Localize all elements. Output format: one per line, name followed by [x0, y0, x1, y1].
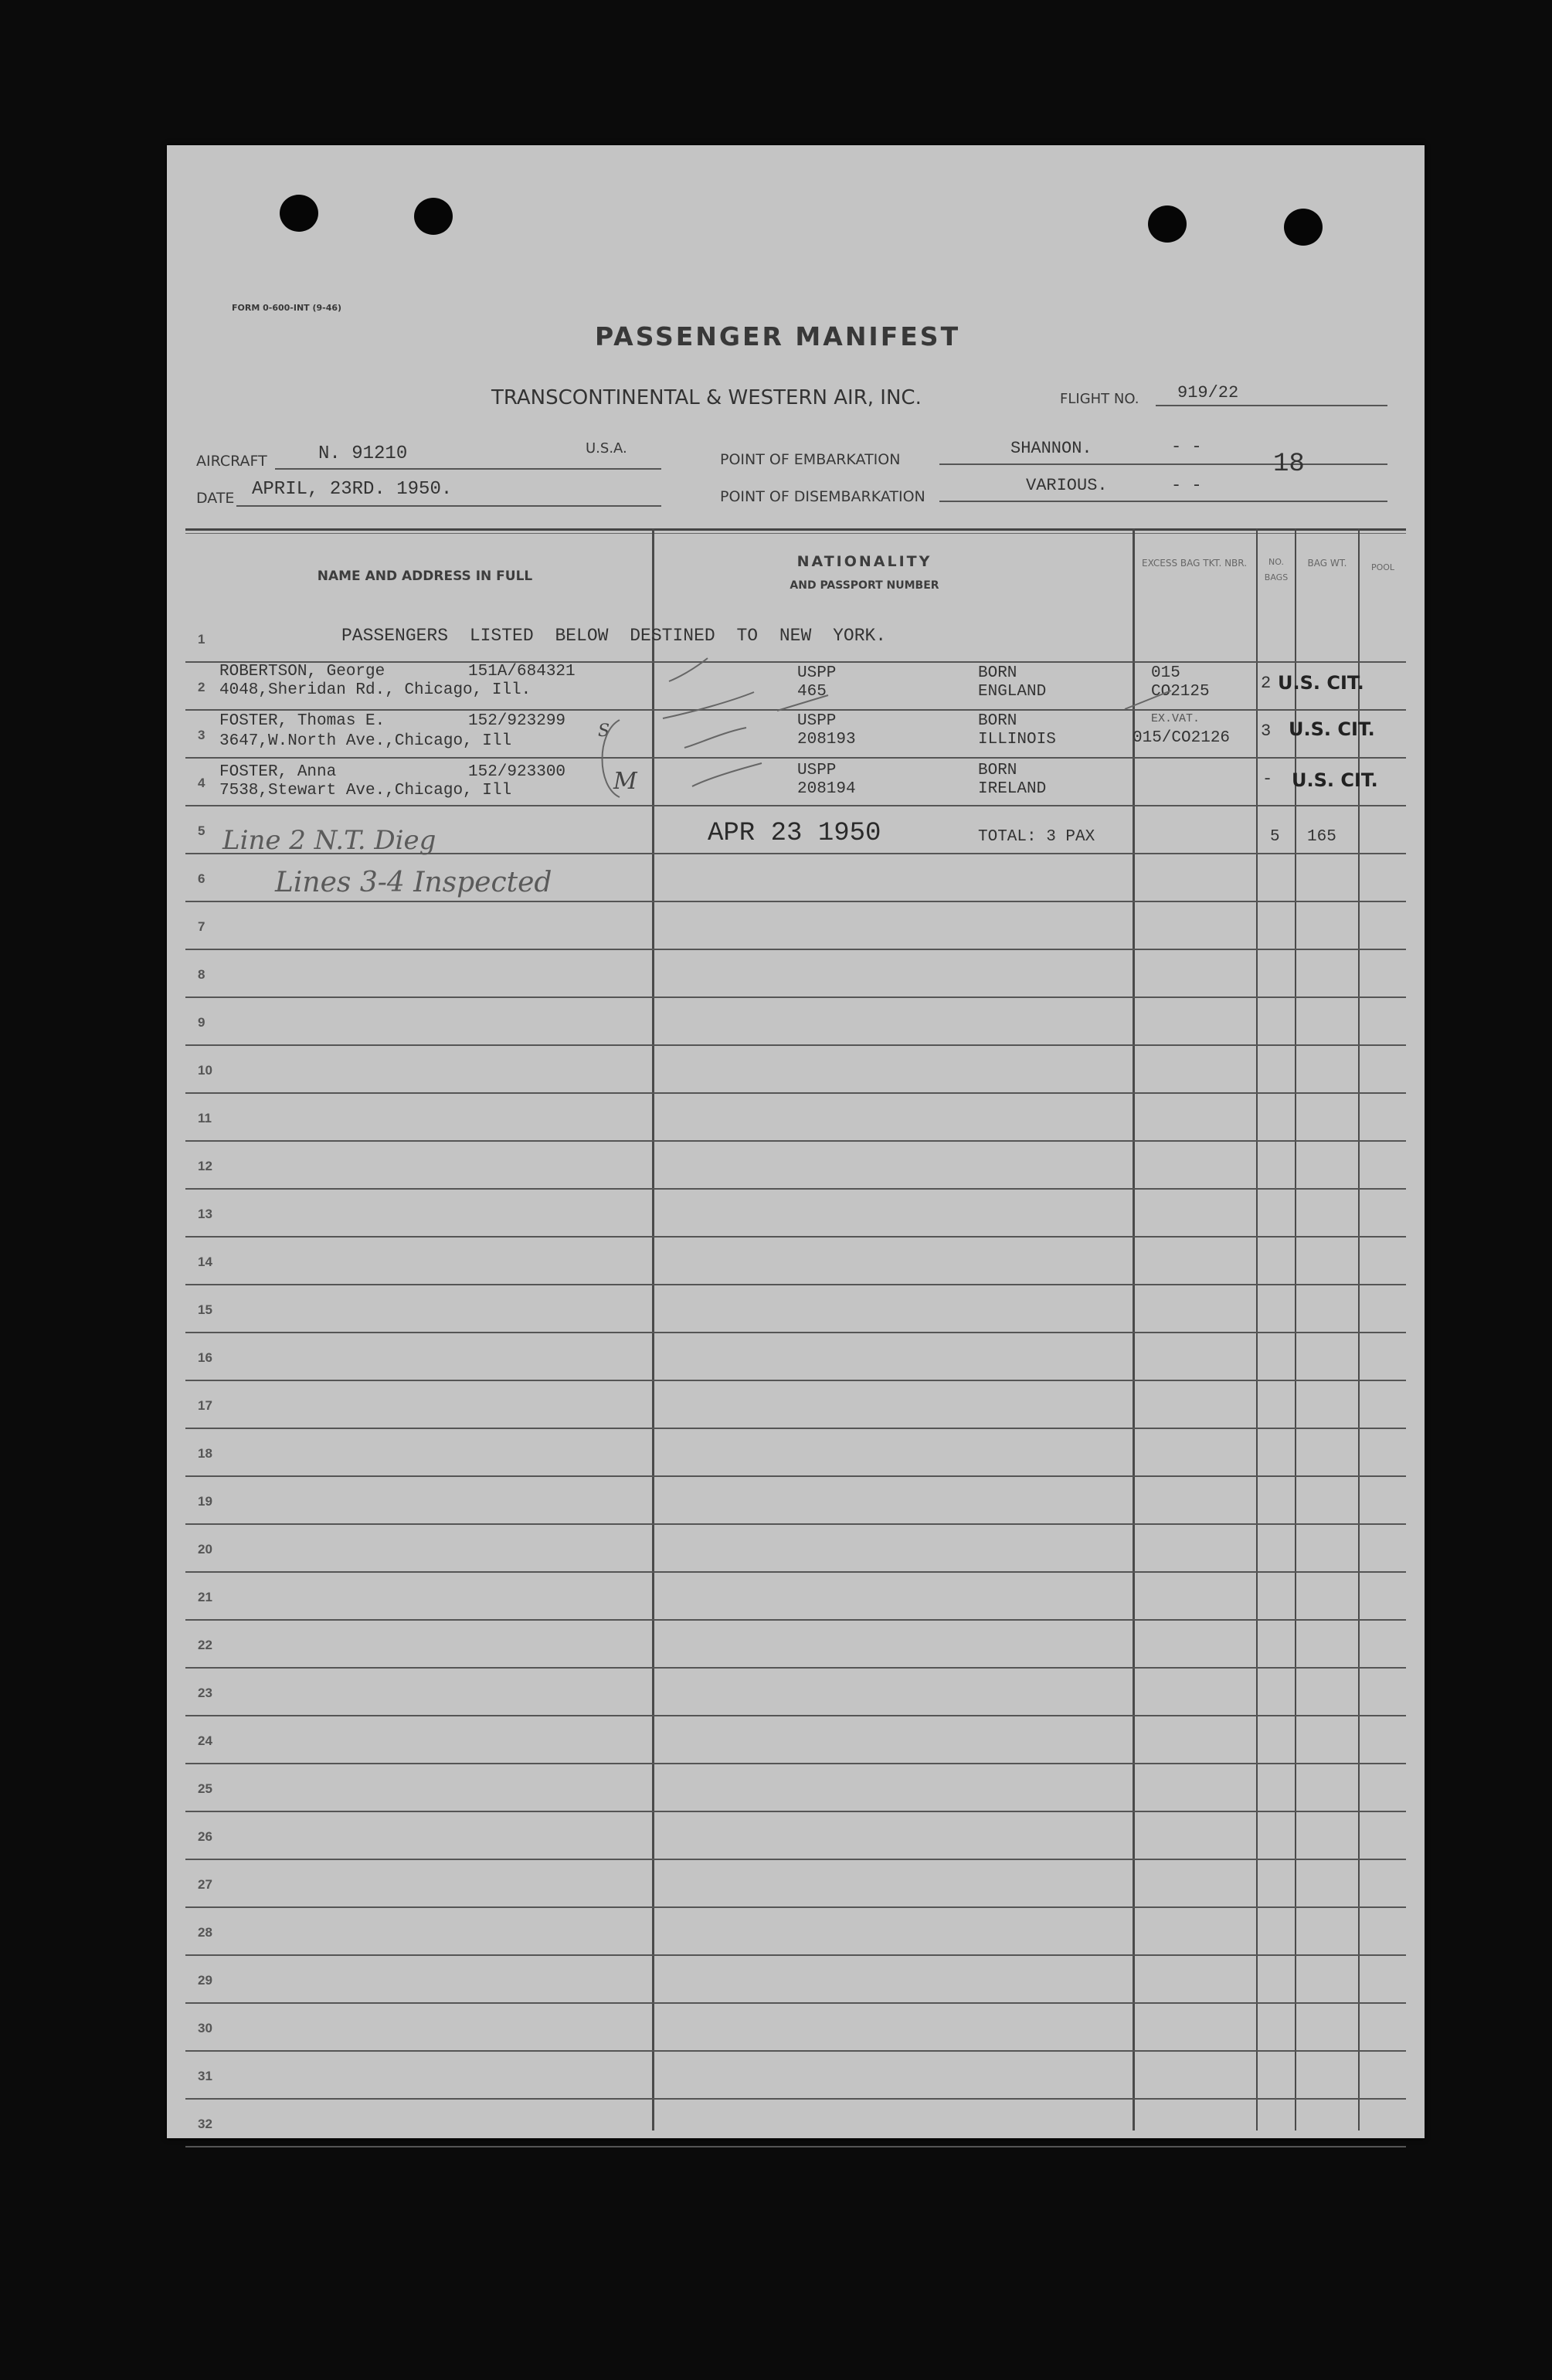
row-rule [185, 1140, 1406, 1142]
handwritten-note: Line 2 N.T. Dieg [222, 825, 436, 856]
row-number: 1 [198, 632, 205, 647]
row-number: 17 [198, 1398, 212, 1413]
passport-type: USPP [797, 664, 837, 682]
row-number: 12 [198, 1159, 212, 1173]
flight-underline [1156, 405, 1387, 406]
row-number: 22 [198, 1638, 212, 1652]
aircraft-label: AIRCRAFT [196, 453, 267, 470]
row-rule [185, 1044, 1406, 1046]
passenger-name: ROBERTSON, George [219, 663, 385, 681]
row-number: 29 [198, 1973, 212, 1988]
divider-nationality [1133, 528, 1135, 2130]
date-label: DATE [196, 490, 235, 507]
row-number: 19 [198, 1494, 212, 1509]
row-number: 23 [198, 1686, 212, 1700]
row-rule [185, 1236, 1406, 1238]
row-rule [185, 2098, 1406, 2100]
row-rule [185, 1092, 1406, 1094]
row-rule [185, 901, 1406, 902]
embark-underline [939, 463, 1387, 465]
passenger-address: 3647,W.North Ave.,Chicago, Ill [219, 732, 512, 750]
bag-count: - [1262, 769, 1273, 789]
col-excess-header: EXCESS BAG TKT. NBR. [1141, 558, 1248, 569]
passport-type: USPP [797, 712, 837, 730]
flight-number: 919/22 [1177, 383, 1239, 402]
total-pax: TOTAL: 3 PAX [978, 828, 1095, 846]
excess-ticket: EX.VAT. [1151, 712, 1201, 725]
row-rule [185, 1859, 1406, 1860]
citizenship-stamp: U.S. CIT. [1278, 672, 1364, 694]
page-number: 18 [1273, 450, 1305, 479]
birth-label: BORN [978, 664, 1017, 682]
row-rule [185, 1954, 1406, 1956]
row-rule [185, 1475, 1406, 1477]
punch-hole [1284, 209, 1323, 246]
passenger-address: 4048,Sheridan Rd., Chicago, Ill. [219, 681, 531, 699]
ticket-number: 151A/684321 [468, 663, 576, 681]
row-rule [185, 1188, 1406, 1190]
manifest-page: FORM 0-600-INT (9-46) PASSENGER MANIFEST TRANSCONTINENTAL & WESTERN AIR, INC. FLIGHT NO. 919/22 AIRCRAFT N. 91210 U.S.A. DATE APRIL, 23RD. 1950. POINT OF EMBARKATION SHANNON. - - 18 POINT OF DISEMBARKATION VARIOUS. - - NAME AND ADDRESS IN FULL NATIONALITY AND PASSPORT NUMBER EXCESS BAG TKT. NBR. NO. BAGS BAG WT. POOL 1 2 3 4 5 6 7 8 9 10 11 12 13 14 15 16 17 18 19 20 21 22 23 24 25 26 27 28 29 30 31 32 PASSENGERS LISTED BELOW DESTINED TO NEW YORK. ROBERTSON, George 151A/684321 4048,Sheridan Rd., Chicago, Ill. USPP 465 BORN ENGLAND 015 CO2125 2 U.S. CIT. FOSTER, Thomas E. 152/923299 3647,W.North Ave.,Chicago, Ill USPP 208193 BORN ILLINOIS EX.VAT. 015/CO2126 3 U.S. CIT. FOSTER, Anna 152/923300 7538,Stewart Ave.,Chicago, Ill USPP 208194 BORN IRELAND - U.S. CIT. S M Line 2 N.T. Dieg APR 23 1950 TOTAL: 3 PAX 5 165 Lines 3-4 Inspected [167, 145, 1425, 2138]
destination-line: PASSENGERS LISTED BELOW DESTINED TO NEW YORK. [341, 626, 887, 646]
row-rule [185, 949, 1406, 950]
row-number: 5 [198, 823, 205, 838]
row-rule [185, 2146, 1406, 2147]
passport-number: 208194 [797, 780, 856, 798]
passport-number: 208193 [797, 731, 856, 749]
bag-count: 2 [1261, 674, 1272, 693]
passport-type: USPP [797, 762, 837, 779]
row-rule [185, 1332, 1406, 1333]
punch-hole [1148, 205, 1187, 243]
date-value: APRIL, 23RD. 1950. [252, 479, 453, 500]
row-number: 27 [198, 1877, 212, 1892]
flight-label: FLIGHT NO. [1060, 391, 1139, 407]
row-number: 4 [198, 776, 205, 790]
row-rule [185, 1284, 1406, 1285]
embark-value: SHANNON. [1010, 439, 1092, 458]
row-number: 6 [198, 871, 205, 886]
birth-place: IRELAND [978, 780, 1047, 798]
row-number: 28 [198, 1925, 212, 1940]
col-weight-header: BAG WT. [1307, 558, 1347, 569]
row-number: 26 [198, 1829, 212, 1844]
citizenship-stamp: U.S. CIT. [1292, 769, 1378, 791]
birth-label: BORN [978, 712, 1017, 730]
birth-place: ILLINOIS [978, 731, 1056, 749]
row-number: 25 [198, 1781, 212, 1796]
punch-hole [280, 195, 318, 232]
row-number: 30 [198, 2021, 212, 2035]
passport-number: 465 [797, 683, 827, 701]
embark-label: POINT OF EMBARKATION [720, 451, 901, 468]
row-number: 32 [198, 2117, 212, 2131]
excess-ticket: CO2125 [1151, 683, 1210, 701]
total-bags: 5 [1270, 828, 1280, 846]
row-number: 16 [198, 1350, 212, 1365]
row-rule [185, 1619, 1406, 1621]
check-marks [661, 647, 916, 833]
bag-count: 3 [1261, 721, 1272, 741]
row-number: 20 [198, 1542, 212, 1557]
birth-label: BORN [978, 762, 1017, 779]
row-number: 18 [198, 1446, 212, 1461]
row-rule [185, 1715, 1406, 1716]
ticket-number: 152/923299 [468, 712, 566, 730]
row-rule [185, 1667, 1406, 1669]
col-nationality-header: NATIONALITY [796, 553, 932, 570]
ticket-number: 152/923300 [468, 763, 566, 781]
row-number: 8 [198, 967, 205, 982]
row-number: 9 [198, 1015, 205, 1030]
row-number: 14 [198, 1255, 212, 1269]
passenger-address: 7538,Stewart Ave.,Chicago, Ill [219, 782, 512, 800]
divider-name [652, 528, 654, 2130]
row-number: 31 [198, 2069, 212, 2083]
row-rule [185, 1811, 1406, 1812]
check-mark [1117, 686, 1194, 717]
row-rule [185, 1571, 1406, 1573]
row-number: 13 [198, 1207, 212, 1221]
divider-excess [1256, 528, 1258, 2130]
col-name-header: NAME AND ADDRESS IN FULL [317, 569, 533, 584]
row-rule [185, 2050, 1406, 2052]
table-top-rule [185, 528, 1406, 531]
col-pool-header: POOL [1370, 562, 1395, 572]
handwritten-s: S [598, 721, 610, 741]
row-number: 2 [198, 680, 205, 694]
aircraft-country: U.S.A. [586, 440, 627, 457]
bracket-mark [589, 717, 635, 802]
passenger-name: FOSTER, Thomas E. [219, 712, 385, 730]
manifest-title: PASSENGER MANIFEST [595, 321, 961, 351]
total-weight: 165 [1307, 828, 1336, 846]
row-number: 21 [198, 1590, 212, 1604]
col-passport-header: AND PASSPORT NUMBER [790, 579, 939, 592]
row-number: 7 [198, 919, 205, 934]
birth-place: ENGLAND [978, 683, 1047, 701]
row-number: 11 [198, 1111, 212, 1125]
disembark-label: POINT OF DISEMBARKATION [720, 488, 925, 505]
row-rule [185, 1763, 1406, 1764]
disembark-underline [939, 501, 1387, 502]
row-number: 10 [198, 1063, 212, 1078]
aircraft-number: N. 91210 [318, 443, 408, 464]
row-rule [185, 1428, 1406, 1429]
disembark-value: VARIOUS. [1026, 476, 1108, 495]
row-rule [185, 996, 1406, 998]
date-stamp: APR 23 1950 [708, 819, 881, 848]
citizenship-stamp: U.S. CIT. [1289, 718, 1375, 740]
row-number: 24 [198, 1733, 212, 1748]
date-underline [236, 505, 661, 507]
row-rule [185, 2002, 1406, 2004]
aircraft-underline [275, 468, 661, 470]
col-bags-header: NO. BAGS [1264, 557, 1289, 582]
punch-hole [414, 198, 453, 235]
handwritten-inspected: Lines 3-4 Inspected [275, 867, 552, 898]
company-name: TRANSCONTINENTAL & WESTERN AIR, INC. [491, 386, 922, 409]
excess-ticket: 015/CO2126 [1133, 729, 1231, 747]
form-number: FORM 0-600-INT (9-46) [232, 303, 342, 313]
passenger-name: FOSTER, Anna [219, 763, 337, 781]
row-rule [185, 1523, 1406, 1525]
row-rule [185, 1906, 1406, 1908]
row-rule [185, 1380, 1406, 1381]
excess-ticket: 015 [1151, 664, 1180, 682]
row-number: 15 [198, 1302, 212, 1317]
row-number: 3 [198, 728, 205, 742]
handwritten-m: M [613, 768, 637, 795]
